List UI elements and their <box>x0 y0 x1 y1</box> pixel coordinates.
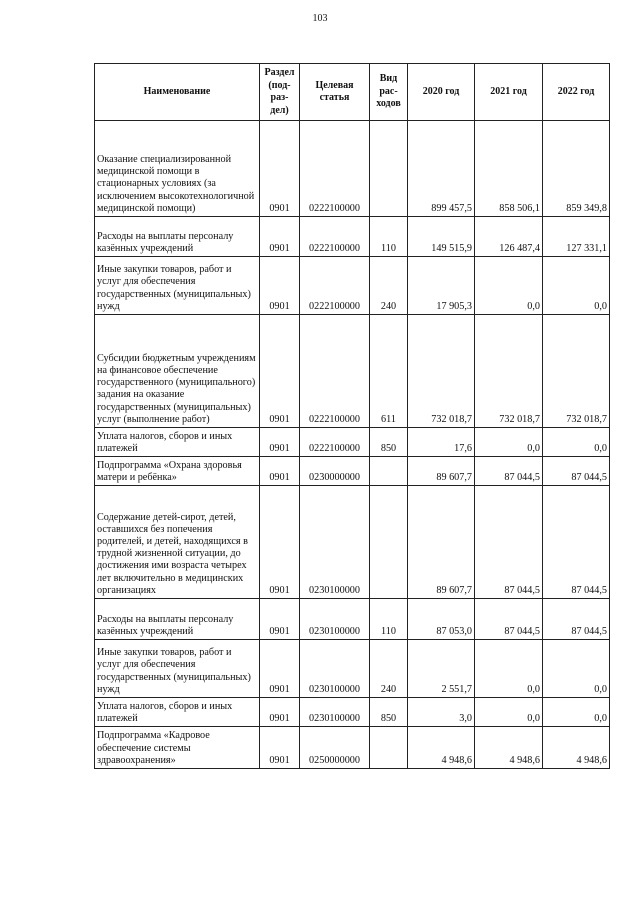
row-target: 0230100000 <box>300 599 370 640</box>
header-section <box>260 64 300 121</box>
row-expense <box>370 121 408 217</box>
row-target: 0222100000 <box>300 315 370 428</box>
row-2022: 0,0 <box>543 257 610 315</box>
row-2020: 89 607,7 <box>408 457 475 486</box>
header-expense <box>370 64 408 121</box>
row-section: 0901 <box>260 257 300 315</box>
row-target: 0230100000 <box>300 698 370 727</box>
row-target: 0222100000 <box>300 217 370 257</box>
row-target: 0222100000 <box>300 121 370 217</box>
row-2022: 127 331,1 <box>543 217 610 257</box>
row-2021: 126 487,4 <box>475 217 543 257</box>
table-row <box>95 457 610 486</box>
row-name: Уплата налогов, сборов и иных платежей <box>95 428 260 457</box>
table-row <box>95 486 610 599</box>
table-row <box>95 698 610 727</box>
row-section: 0901 <box>260 727 300 769</box>
header-section-line: раз- <box>270 92 289 103</box>
row-target: 0230000000 <box>300 457 370 486</box>
row-expense: 240 <box>370 257 408 315</box>
header-expense-line: рас- <box>379 85 398 97</box>
row-expense: 850 <box>370 428 408 457</box>
row-section: 0901 <box>260 486 300 599</box>
header-target-line: Целевая <box>315 79 354 91</box>
row-section: 0901 <box>260 315 300 428</box>
table-row <box>95 599 610 640</box>
row-name: Иные закупки товаров, работ и услуг для обеспечения государственных (муниципальных) нужд <box>95 640 260 698</box>
row-section: 0901 <box>260 698 300 727</box>
row-expense <box>370 486 408 599</box>
row-2021: 0,0 <box>475 257 543 315</box>
row-2022: 4 948,6 <box>543 727 610 769</box>
row-2021: 87 044,5 <box>475 486 543 599</box>
row-2021: 858 506,1 <box>475 121 543 217</box>
row-expense: 240 <box>370 640 408 698</box>
row-2022: 0,0 <box>543 698 610 727</box>
row-section: 0901 <box>260 599 300 640</box>
header-2022: 2022 год <box>543 64 610 121</box>
header-section-line: дел) <box>270 104 289 116</box>
row-2022: 0,0 <box>543 428 610 457</box>
row-expense: 611 <box>370 315 408 428</box>
row-name: Иные закупки товаров, работ и услуг для обеспечения государственных (муниципальных) нужд <box>95 257 260 315</box>
row-2020: 17 905,3 <box>408 257 475 315</box>
row-name: Уплата налогов, сборов и иных платежей <box>95 698 260 727</box>
row-section: 0901 <box>260 640 300 698</box>
table-row <box>95 428 610 457</box>
header-name: Наименование <box>95 64 260 121</box>
row-name: Оказание специализированной медицинской помощи в стационарных условиях (за исключением высокотехнологичной медицинской помощи) <box>95 121 260 217</box>
row-name: Содержание детей-сирот, детей, оставшихся без попечения родителей, и детей, находящихся в трудной жизненной ситуации, до достижения ими возраста четырех лет включительно в медицинских организациях <box>95 486 260 599</box>
row-2021: 0,0 <box>475 640 543 698</box>
row-2020: 149 515,9 <box>408 217 475 257</box>
row-2020: 732 018,7 <box>408 315 475 428</box>
table-row <box>95 121 610 217</box>
row-2022: 87 044,5 <box>543 457 610 486</box>
header-section-line: Раздел <box>264 67 295 78</box>
header-2021: 2021 год <box>475 64 543 121</box>
table-row <box>95 727 610 769</box>
row-2021: 0,0 <box>475 698 543 727</box>
row-2022: 87 044,5 <box>543 486 610 599</box>
row-2021: 4 948,6 <box>475 727 543 769</box>
header-2020: 2020 год <box>408 64 475 121</box>
row-target: 0250000000 <box>300 727 370 769</box>
header-expense-line: Вид <box>379 73 398 85</box>
row-2022: 0,0 <box>543 640 610 698</box>
row-section: 0901 <box>260 457 300 486</box>
row-expense: 850 <box>370 698 408 727</box>
row-2020: 4 948,6 <box>408 727 475 769</box>
row-name: Расходы на выплаты персоналу казённых учреждений <box>95 217 260 257</box>
row-target: 0230100000 <box>300 486 370 599</box>
table-row <box>95 315 610 428</box>
row-2020: 17,6 <box>408 428 475 457</box>
budget-table <box>94 63 610 769</box>
row-expense: 110 <box>370 217 408 257</box>
row-expense <box>370 457 408 486</box>
header-expense-line: ходов <box>376 98 401 110</box>
header-target-line: статья <box>319 92 350 103</box>
page-number: 103 <box>312 13 328 24</box>
row-2020: 899 457,5 <box>408 121 475 217</box>
row-expense: 110 <box>370 599 408 640</box>
table-row <box>95 257 610 315</box>
table-row <box>95 217 610 257</box>
row-2022: 87 044,5 <box>543 599 610 640</box>
row-2020: 89 607,7 <box>408 486 475 599</box>
row-section: 0901 <box>260 217 300 257</box>
header-target <box>300 64 370 121</box>
header-section-line: (под- <box>268 79 291 91</box>
row-2021: 732 018,7 <box>475 315 543 428</box>
row-2021: 87 044,5 <box>475 457 543 486</box>
row-2020: 87 053,0 <box>408 599 475 640</box>
table-header-row <box>95 64 610 121</box>
row-2020: 3,0 <box>408 698 475 727</box>
row-name: Субсидии бюджетным учреждениям на финансовое обеспечение государственного (муниципального) задания на оказание государственных (муниципальных) услуг (выполнение работ) <box>95 315 260 428</box>
row-name: Подпрограмма «Кадровое обеспечение системы здравоохранения» <box>95 727 260 769</box>
row-target: 0222100000 <box>300 257 370 315</box>
row-target: 0222100000 <box>300 428 370 457</box>
row-2022: 859 349,8 <box>543 121 610 217</box>
row-target: 0230100000 <box>300 640 370 698</box>
row-2021: 0,0 <box>475 428 543 457</box>
row-2020: 2 551,7 <box>408 640 475 698</box>
row-2021: 87 044,5 <box>475 599 543 640</box>
row-name: Расходы на выплаты персоналу казённых учреждений <box>95 599 260 640</box>
row-section: 0901 <box>260 428 300 457</box>
row-name: Подпрограмма «Охрана здоровья матери и ребёнка» <box>95 457 260 486</box>
table-row <box>95 640 610 698</box>
row-expense <box>370 727 408 769</box>
row-2022: 732 018,7 <box>543 315 610 428</box>
row-section: 0901 <box>260 121 300 217</box>
